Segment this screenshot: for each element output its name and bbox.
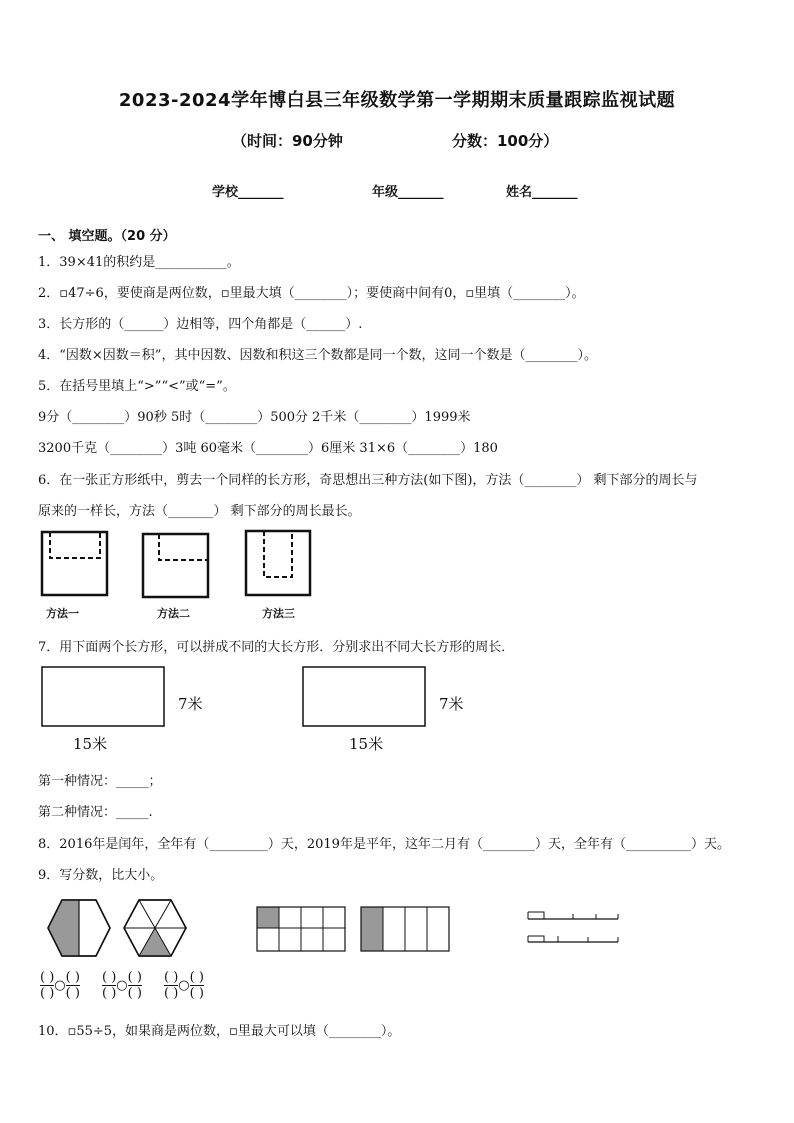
question-4: 4．“因数×因数＝积”，其中因数、因数和积这三个数都是同一个数，这同一个数是（________）。 xyxy=(38,348,597,363)
fraction-denominator[interactable]: ( ) xyxy=(189,986,204,1001)
grid-quarters-figure xyxy=(360,906,452,954)
rectangle-1-length: 15米 xyxy=(73,735,108,753)
fraction-denominator[interactable]: ( ) xyxy=(40,986,55,1001)
question-3: 3．长方形的（______）边相等，四个角都是（______）. xyxy=(38,317,363,332)
fraction-denominator[interactable]: ( ) xyxy=(65,986,80,1001)
fraction-numerator[interactable]: ( ) xyxy=(40,970,55,985)
compare-circle[interactable]: ○ xyxy=(54,978,66,993)
question-10: 10．▫55÷5，如果商是两位数，▫里最大可以填（________）。 xyxy=(38,1024,401,1039)
rectangle-2-length: 15米 xyxy=(349,735,384,753)
question-6-line-2: 原来的一样长，方法（_______） 剩下部分的周长最长。 xyxy=(38,504,361,519)
rectangle-2-width: 7米 xyxy=(439,695,464,713)
fraction-numerator[interactable]: ( ) xyxy=(127,970,142,985)
question-9: 9．写分数，比大小。 xyxy=(38,868,164,883)
case-1: 第一种情况：_____； xyxy=(38,774,162,789)
compare-circle[interactable]: ○ xyxy=(178,978,190,993)
rectangle-1 xyxy=(40,666,168,728)
fraction-numerator[interactable]: ( ) xyxy=(65,970,80,985)
rectangle-2 xyxy=(301,666,429,728)
method-2-figure xyxy=(141,532,221,600)
method-3-label: 方法三 xyxy=(262,607,295,620)
question-6-line-1: 6．在一张正方形纸中，剪去一个同样的长方形，奇思想出三种方法(如下图)，方法（________） 剩下部分的周长与 xyxy=(38,473,698,488)
exam-title: 2023-2024学年博白县三年级数学第一学期期末质量跟踪监视试题 xyxy=(118,90,676,111)
fraction-numerator[interactable]: ( ) xyxy=(102,970,117,985)
fraction-pair-1 xyxy=(40,970,80,1001)
question-2: 2．▫47÷6，要使商是两位数，▫里最大填（________）；要使商中间有0，▫里填（________）。 xyxy=(38,286,585,301)
hexagon-sixths-figure xyxy=(122,898,188,958)
grid-eighths-figure xyxy=(256,906,348,954)
segment-bars-figure xyxy=(526,906,622,952)
fraction-numerator[interactable]: ( ) xyxy=(164,970,179,985)
question-5: 5．在括号里填上“>”“<”或“=”。 xyxy=(38,379,236,394)
question-5-row-2: 3200千克（________）3吨 60毫米（________）6厘米 31×6（________）180 xyxy=(38,441,498,456)
method-1-figure xyxy=(40,530,120,598)
grade-field[interactable]: 年级_______ xyxy=(372,185,444,200)
school-field[interactable]: 学校_______ xyxy=(212,185,284,200)
question-8: 8．2016年是闰年，全年有（_________）天，2019年是平年，这年二月有（________）天，全年有（__________）天。 xyxy=(38,837,730,852)
question-5-row-1: 9分（________）90秒 5时（________）500分 2千米（________）1999米 xyxy=(38,410,471,425)
fraction-pair-3 xyxy=(164,970,204,1001)
exam-score: 分数：100分） xyxy=(452,132,559,150)
question-7: 7．用下面两个长方形，可以拼成不同的大长方形．分别求出不同大长方形的周长． xyxy=(38,640,515,655)
method-2-label: 方法二 xyxy=(157,607,190,620)
fraction-denominator[interactable]: ( ) xyxy=(164,986,179,1001)
fraction-pair-2 xyxy=(102,970,142,1001)
exam-time: （时间：90分钟 xyxy=(232,132,343,150)
fraction-denominator[interactable]: ( ) xyxy=(102,986,117,1001)
method-1-label: 方法一 xyxy=(46,607,79,620)
rectangle-1-width: 7米 xyxy=(178,695,203,713)
case-2: 第二种情况：_____. xyxy=(38,805,153,820)
method-3-figure xyxy=(244,529,324,597)
name-field[interactable]: 姓名_______ xyxy=(506,185,578,200)
compare-circle[interactable]: ○ xyxy=(116,978,128,993)
hexagon-halves-figure xyxy=(46,898,112,958)
question-1: 1．39×41的积约是___________。 xyxy=(38,255,240,270)
section-heading: 一、 填空题。（20 分） xyxy=(38,229,176,244)
fraction-denominator[interactable]: ( ) xyxy=(127,986,142,1001)
fraction-numerator[interactable]: ( ) xyxy=(189,970,204,985)
